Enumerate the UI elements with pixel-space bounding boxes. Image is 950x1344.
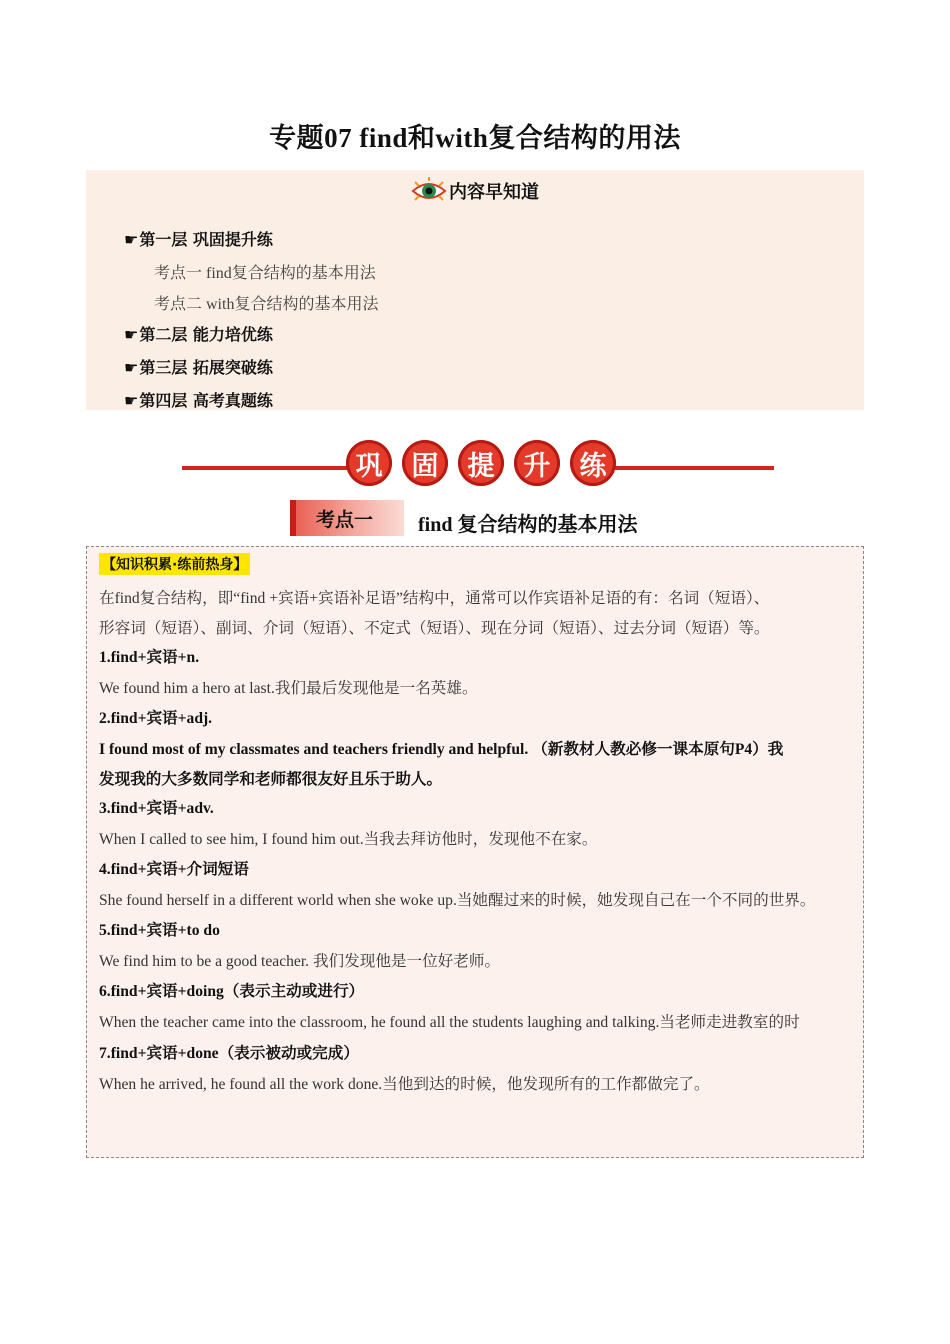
kaodian-tag: 考点一 (290, 500, 404, 536)
example-2-line-2: 发现我的大多数同学和老师都很友好且乐于助人。 (99, 771, 443, 788)
toc-heading (86, 176, 864, 206)
banner-char: 固 (402, 440, 448, 486)
toc-layer-4-label: 第四层 高考真题练 (139, 391, 273, 410)
toc-layer-1-label: 第一层 巩固提升练 (139, 230, 273, 249)
pattern-heading-6: 6.find+宾语+doing（表示主动或进行） (99, 983, 365, 1000)
example-7: When he arrived, he found all the work done.当他到达的时候，他发现所有的工作都做完了。 (99, 1076, 710, 1093)
banner-line-right (606, 466, 774, 470)
toc-panel (86, 170, 864, 410)
intro-line-2: 形容词（短语）、副词、介词（短语）、不定式（短语）、现在分词（短语）、过去分词（短语）等。 (99, 620, 770, 637)
toc-layer-2 (124, 322, 273, 345)
toc-point-2: 考点二 with复合结构的基本用法 (154, 296, 379, 313)
toc-layer-3 (124, 355, 273, 378)
banner-char: 练 (570, 440, 616, 486)
pointing-hand-icon: ☛ (124, 230, 139, 249)
example-1: We found him a hero at last.我们最后发现他是一名英雄。 (99, 680, 478, 697)
kaodian-title: find 复合结构的基本用法 (418, 514, 638, 536)
page-title: 专题07 find和with复合结构的用法 (269, 123, 681, 153)
toc-point-1: 考点一 find复合结构的基本用法 (154, 265, 376, 282)
banner-line-left (182, 466, 350, 470)
example-4: She found herself in a different world when she woke up.当她醒过来的时候，她发现自己在一个不同的世界。 (99, 892, 816, 909)
banner-char: 巩 (346, 440, 392, 486)
banner-char: 升 (514, 440, 560, 486)
knowledge-tag: 【知识积累·练前热身】 (99, 553, 250, 575)
pattern-heading-2: 2.find+宾语+adj. (99, 710, 213, 727)
pattern-heading-1: 1.find+宾语+n. (99, 649, 200, 666)
pattern-heading-7: 7.find+宾语+done（表示被动或完成） (99, 1045, 359, 1062)
toc-layer-3-label: 第三层 拓展突破练 (139, 358, 273, 377)
banner-char: 提 (458, 440, 504, 486)
pattern-heading-3: 3.find+宾语+adv. (99, 800, 214, 817)
pointing-hand-icon: ☛ (124, 391, 139, 410)
intro-line-1: 在find复合结构，即“find +宾语+宾语补足语”结构中，通常可以作宾语补足语的有：名词（短语）、 (99, 590, 770, 607)
example-6: When the teacher came into the classroom, he found all the students laughing and talking.当老师走进教室的时 (99, 1014, 800, 1031)
pointing-hand-icon: ☛ (124, 325, 139, 344)
toc-heading-text: 内容早知道 (449, 182, 539, 203)
example-2-line-1: I found most of my classmates and teachers friendly and helpful. （新教材人教必修一课本原句P4）我 (99, 741, 784, 758)
toc-layer-1 (124, 227, 273, 250)
example-5: We find him to be a good teacher. 我们发现他是一位好老师。 (99, 953, 501, 970)
toc-layer-4 (124, 388, 273, 411)
knowledge-box (86, 546, 864, 1158)
section-banner (182, 440, 774, 496)
example-3: When I called to see him, I found him out.当我去拜访他时，发现他不在家。 (99, 831, 598, 848)
pattern-heading-4: 4.find+宾语+介词短语 (99, 861, 249, 878)
pattern-heading-5: 5.find+宾语+to do (99, 922, 220, 939)
pointing-hand-icon: ☛ (124, 358, 139, 377)
eye-icon (411, 176, 447, 206)
toc-layer-2-label: 第二层 能力培优练 (139, 325, 273, 344)
